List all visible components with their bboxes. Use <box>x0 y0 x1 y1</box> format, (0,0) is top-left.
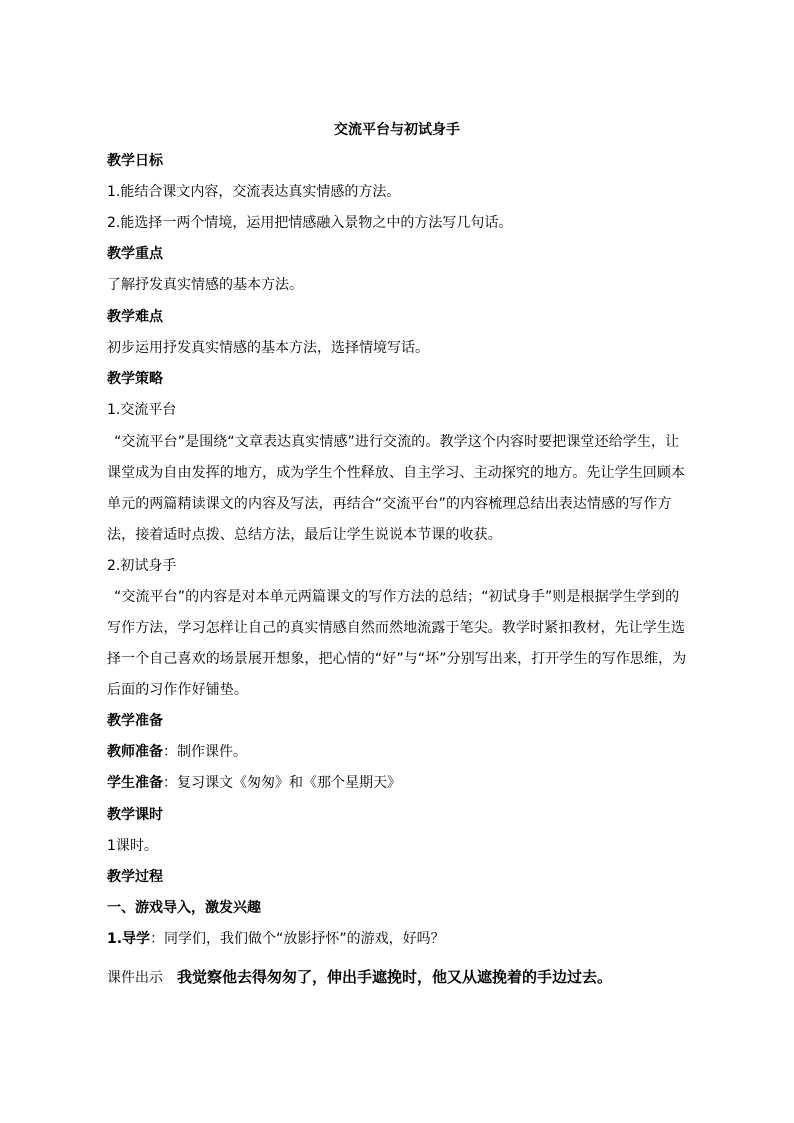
goal-item: 2.能选择一两个情境，运用把情感融入景物之中的方法写几句话。 <box>107 215 513 231</box>
courseware-text: 我觉察他去得匆匆了，伸出手遮挽时，他又从遮挽着的手边过去。 <box>177 968 613 986</box>
strategy2-paragraph: “交流平台”的内容是对本单元两篇课文的写作方法的总结；“初试身手”则是根据学生学到的写作方法，学习怎样让自己的真实情感自然而然地流露于笔尖。教学时紧扣教材，先让学生选择一个自己喜欢的场景展开想象，把心情的“好”与“坏”分别写出来，打开学生的写作思维，为后面的习作作好铺垫。 <box>107 589 687 698</box>
courseware-line <box>107 966 612 987</box>
strategy-heading: 教学策略 <box>107 371 163 387</box>
hours-text: 1课时。 <box>107 838 158 854</box>
difficult-heading: 教学难点 <box>107 309 163 325</box>
student-prep-label: 学生准备 <box>107 775 163 791</box>
teacher-prep-text: ：制作课件。 <box>163 744 247 760</box>
part1-heading: 一、游戏导入，激发兴趣 <box>107 900 261 916</box>
goal-item: 1.能结合课文内容，交流表达真实情感的方法。 <box>107 184 401 200</box>
step1 <box>107 929 445 949</box>
strategy2-heading: 2.初试身手 <box>107 558 177 574</box>
step1-text: ：同学们，我们做个“放影抒怀”的游戏，好吗？ <box>150 931 445 947</box>
key-text: 了解抒发真实情感的基本方法。 <box>107 277 303 293</box>
strategy1-paragraph: “交流平台”是围绕“文章表达真实情感”进行交流的。教学这个内容时要把课堂还给学生，让课堂成为自由发挥的地方，成为学生个性释放、自主学习、主动探究的地方。先让学生回顾本单元的两篇精读课文的内容及写法，再结合“交流平台”的内容梳理总结出表达情感的写作方法，接着适时点拨、总结方法，最后让学生说说本节课的收获。 <box>107 434 686 543</box>
student-prep-text: ：复习课文《匆匆》和《那个星期天》 <box>163 775 401 791</box>
strategy1-heading: 1.交流平台 <box>107 402 177 418</box>
step1-label: 1.导学 <box>107 931 151 947</box>
teacher-prep <box>107 742 247 762</box>
key-heading: 教学重点 <box>107 246 163 262</box>
prep-heading: 教学准备 <box>107 713 163 729</box>
difficult-text: 初步运用抒发真实情感的基本方法，选择情境写话。 <box>107 340 429 356</box>
teacher-prep-label: 教师准备 <box>107 744 163 760</box>
courseware-tag: 课件出示 <box>107 970 163 986</box>
student-prep <box>107 773 401 793</box>
page-title: 交流平台与初试身手 <box>334 122 460 138</box>
hours-heading: 教学课时 <box>107 807 163 823</box>
goals-heading: 教学日标 <box>107 153 163 169</box>
process-heading: 教学过程 <box>107 869 163 885</box>
